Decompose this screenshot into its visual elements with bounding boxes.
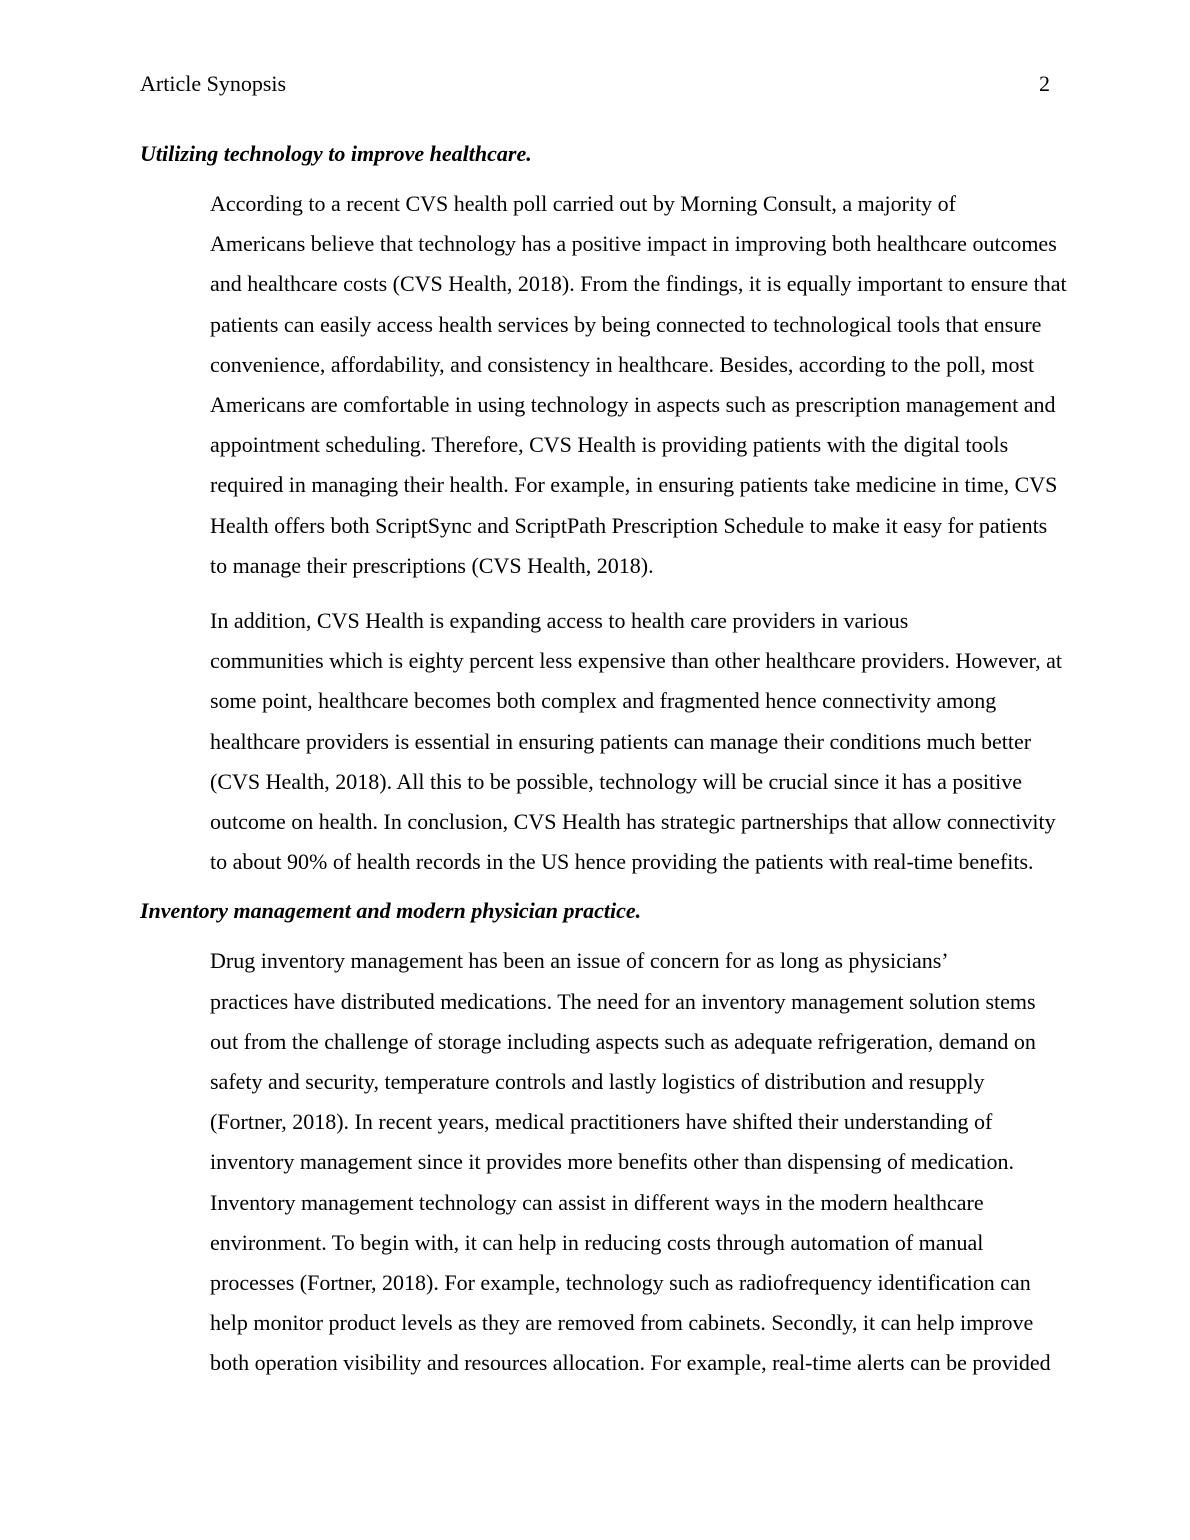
paragraph-line: safety and security, temperature controls and lastly logistics of distribution and resupply bbox=[210, 1069, 985, 1095]
paragraph-line: According to a recent CVS health poll carried out by Morning Consult, a majority of bbox=[210, 191, 957, 216]
paragraph-line: outcome on health. In conclusion, CVS Health has strategic partnerships that allow connectivity bbox=[210, 809, 1056, 835]
paragraph-line: out from the challenge of storage including aspects such as adequate refrigeration, demand on bbox=[210, 1028, 1036, 1054]
paragraph-line: healthcare providers is essential in ensuring patients can manage their conditions much better bbox=[210, 728, 1032, 754]
paragraph-line: convenience, affordability, and consistency in healthcare. Besides, according to the poll, most bbox=[210, 351, 1035, 377]
paragraph-line: communities which is eighty percent less expensive than other healthcare providers. However, at bbox=[210, 648, 1062, 674]
paragraph-line: to about 90% of health records in the US hence providing the patients with real-time benefits. bbox=[210, 849, 1034, 875]
body-paragraph bbox=[140, 601, 1062, 882]
document-body bbox=[140, 140, 1067, 1399]
paragraph-line: Americans believe that technology has a positive impact in improving both healthcare outcomes bbox=[210, 231, 1057, 257]
paragraph-line: appointment scheduling. Therefore, CVS Health is providing patients with the digital tools bbox=[210, 432, 1009, 458]
paragraph-line: patients can easily access health services by being connected to technological tools that ensure bbox=[210, 311, 1042, 337]
paragraph-line: Inventory management technology can assist in different ways in the modern healthcare bbox=[210, 1189, 984, 1215]
paragraph-line: (CVS Health, 2018). All this to be possible, technology will be crucial since it has a positive bbox=[210, 768, 1023, 794]
body-paragraph bbox=[140, 184, 1067, 586]
paragraph-line: processes (Fortner, 2018). For example, technology such as radiofrequency identification can bbox=[210, 1270, 1031, 1296]
section-heading: Inventory management and modern physician practice. bbox=[140, 898, 642, 924]
paragraph-line: and healthcare costs (CVS Health, 2018). From the findings, it is equally important to ensure that bbox=[210, 271, 1067, 297]
paragraph-line: to manage their prescriptions (CVS Health, 2018). bbox=[210, 552, 654, 578]
paragraph-line: Health offers both ScriptSync and ScriptPath Prescription Schedule to make it easy for patients bbox=[210, 512, 1048, 538]
paragraph-line: environment. To begin with, it can help in reducing costs through automation of manual bbox=[210, 1229, 984, 1255]
section-heading: Utilizing technology to improve healthcare. bbox=[140, 141, 532, 166]
paragraph-line: both operation visibility and resources allocation. For example, real-time alerts can be provided bbox=[210, 1350, 1051, 1376]
paragraph-line: help monitor product levels as they are removed from cabinets. Secondly, it can help improve bbox=[210, 1310, 1034, 1336]
paragraph-line: inventory management since it provides more benefits other than dispensing of medication. bbox=[210, 1149, 1015, 1175]
paragraph-line: practices have distributed medications. The need for an inventory management solution stems bbox=[210, 988, 1036, 1014]
body-paragraph bbox=[140, 941, 1052, 1383]
paragraph-line: (Fortner, 2018). In recent years, medical practitioners have shifted their understanding of bbox=[210, 1109, 993, 1135]
paragraph-line: Drug inventory management has been an issue of concern for as long as physicians’ bbox=[210, 948, 949, 974]
paragraph-line: required in managing their health. For example, in ensuring patients take medicine in time, CVS bbox=[210, 472, 1058, 498]
page-number: 2 bbox=[1039, 71, 1050, 96]
paragraph-line: some point, healthcare becomes both complex and fragmented hence connectivity among bbox=[210, 688, 997, 714]
paragraph-line: Americans are comfortable in using technology in aspects such as prescription management and bbox=[210, 392, 1056, 418]
paragraph-line: In addition, CVS Health is expanding access to health care providers in various bbox=[210, 608, 909, 634]
running-head: Article Synopsis bbox=[140, 71, 287, 96]
